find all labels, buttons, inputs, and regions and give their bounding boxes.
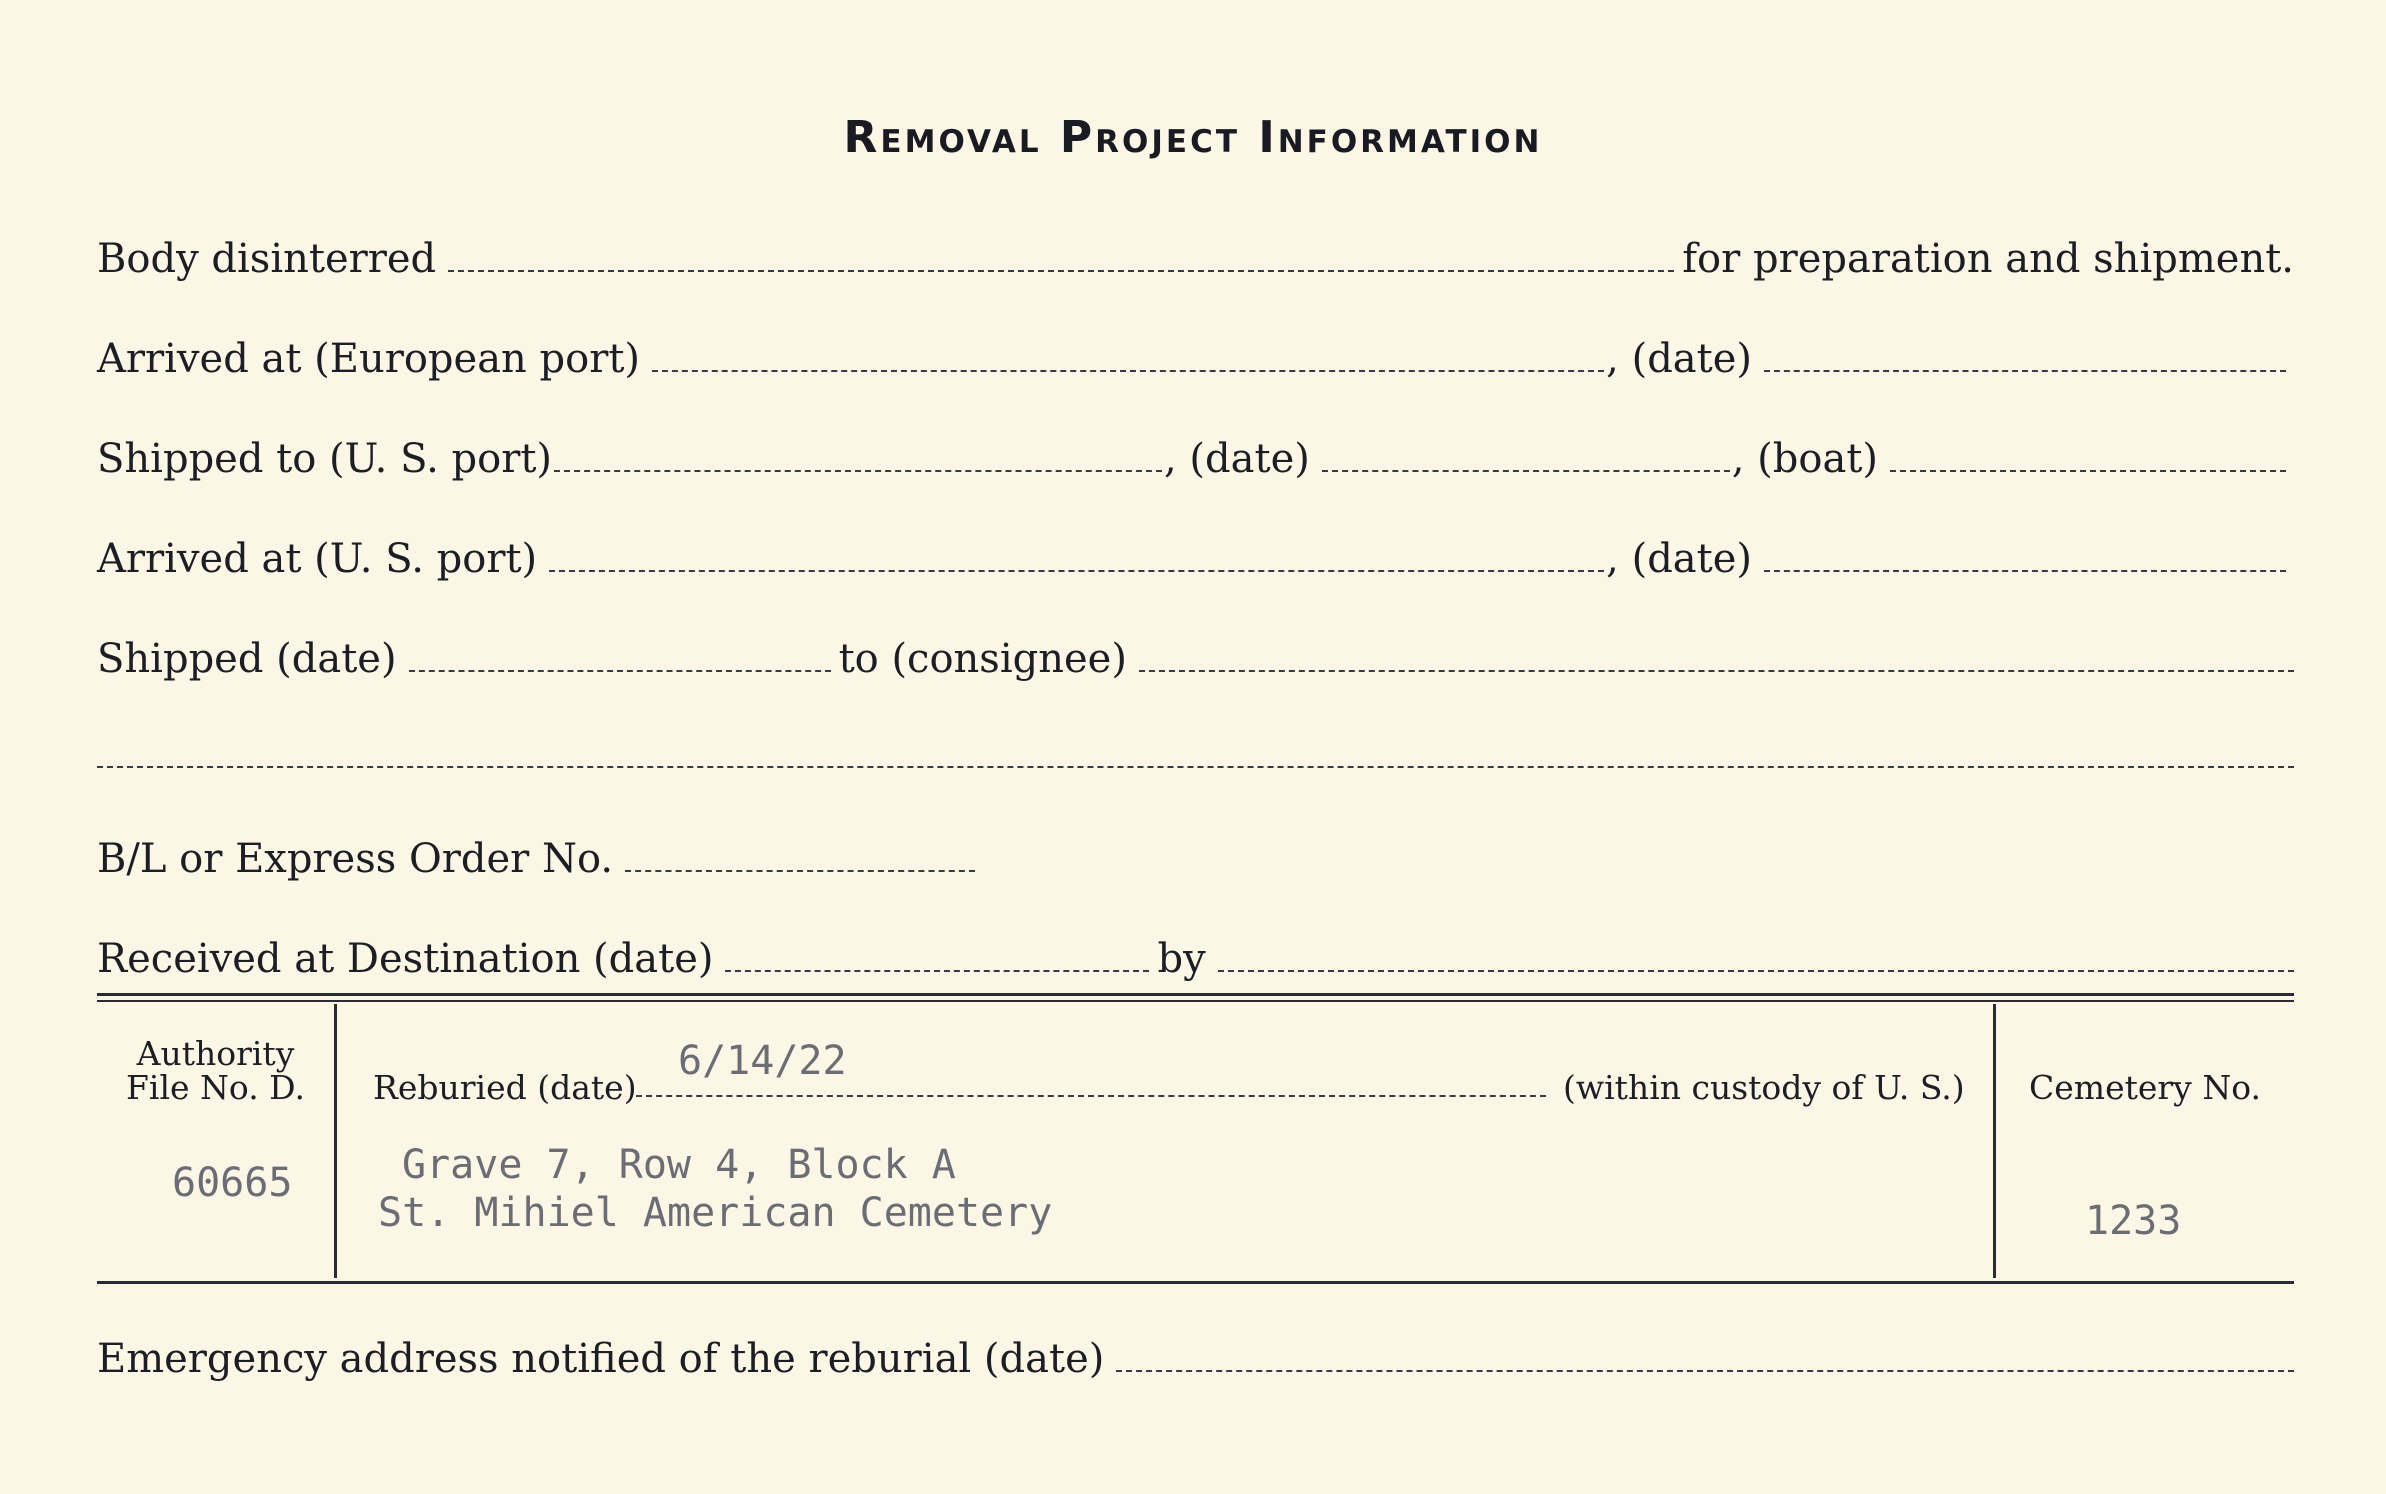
received-date-field [725, 970, 1149, 972]
arrived-european-date-label: , (date) [1606, 336, 1752, 382]
body-disinterred-label: Body disinterred [97, 236, 437, 282]
grave-location-line-1: Grave 7, Row 4, Block A [402, 1142, 956, 1188]
grave-location-line-2: St. Mihiel American Cemetery [378, 1190, 1053, 1236]
table-divider-left [334, 1004, 337, 1278]
consignee-label: to (consignee) [838, 636, 1127, 682]
shipped-us-date-field [1322, 470, 1730, 472]
arrived-european-row [97, 326, 2294, 386]
shipped-date-field [409, 670, 831, 672]
file-no-label: File No. D. [126, 1068, 305, 1107]
arrived-european-date-field [1764, 370, 2286, 372]
cemetery-no-label: Cemetery No. [2029, 1068, 2261, 1107]
reburied-date-value: 6/14/22 [678, 1038, 847, 1084]
received-by-label: by [1157, 936, 1206, 982]
shipped-date-label: Shipped (date) [97, 636, 397, 682]
emergency-date-field [1116, 1370, 2294, 1372]
reburied-label: Reburied (date) [373, 1068, 637, 1107]
custody-label: (within custody of U. S.) [1563, 1068, 1965, 1107]
shipped-us-label: Shipped to (U. S. port) [97, 436, 552, 482]
boat-field [1890, 470, 2286, 472]
consignee-continuation-line [97, 766, 2294, 768]
us-port-field [554, 470, 1162, 472]
arrived-us-row [97, 526, 2294, 586]
table-bottom-rule [97, 1281, 2294, 1284]
arrived-us-port-field [549, 570, 1604, 572]
cemetery-number-value: 1233 [2085, 1198, 2182, 1244]
table-top-rule-inner [97, 1000, 2294, 1002]
emergency-row [97, 1326, 2294, 1386]
received-label: Received at Destination (date) [97, 936, 714, 982]
emergency-label: Emergency address notified of the reburial (date) [97, 1336, 1105, 1382]
arrived-us-date-label: , (date) [1606, 536, 1752, 582]
bl-order-label: B/L or Express Order No. [97, 836, 614, 882]
received-by-field [1218, 970, 2294, 972]
arrived-european-label: Arrived at (European port) [97, 336, 641, 382]
boat-label: , (boat) [1731, 436, 1878, 482]
authority-label: Authority [136, 1034, 295, 1073]
consignee-field [1139, 670, 2294, 672]
received-row [97, 926, 2294, 986]
table-divider-right [1993, 1004, 1996, 1278]
shipped-date-row [97, 626, 2294, 686]
arrived-us-date-field [1764, 570, 2286, 572]
reburied-date-field [636, 1095, 1546, 1097]
arrived-us-label: Arrived at (U. S. port) [97, 536, 538, 582]
bl-order-row [97, 826, 2294, 886]
table-top-rule [97, 993, 2294, 996]
body-disinterred-field [448, 270, 1674, 272]
shipped-us-date-label: , (date) [1164, 436, 1310, 482]
european-port-field [652, 370, 1604, 372]
preparation-shipment-label: for preparation and shipment. [1682, 236, 2294, 282]
card-title: Removal Project Information [843, 112, 1543, 163]
body-disinterred-row [97, 226, 2294, 286]
bl-order-field [625, 870, 975, 872]
authority-file-number: 60665 [172, 1160, 293, 1206]
shipped-us-row [97, 426, 2294, 486]
